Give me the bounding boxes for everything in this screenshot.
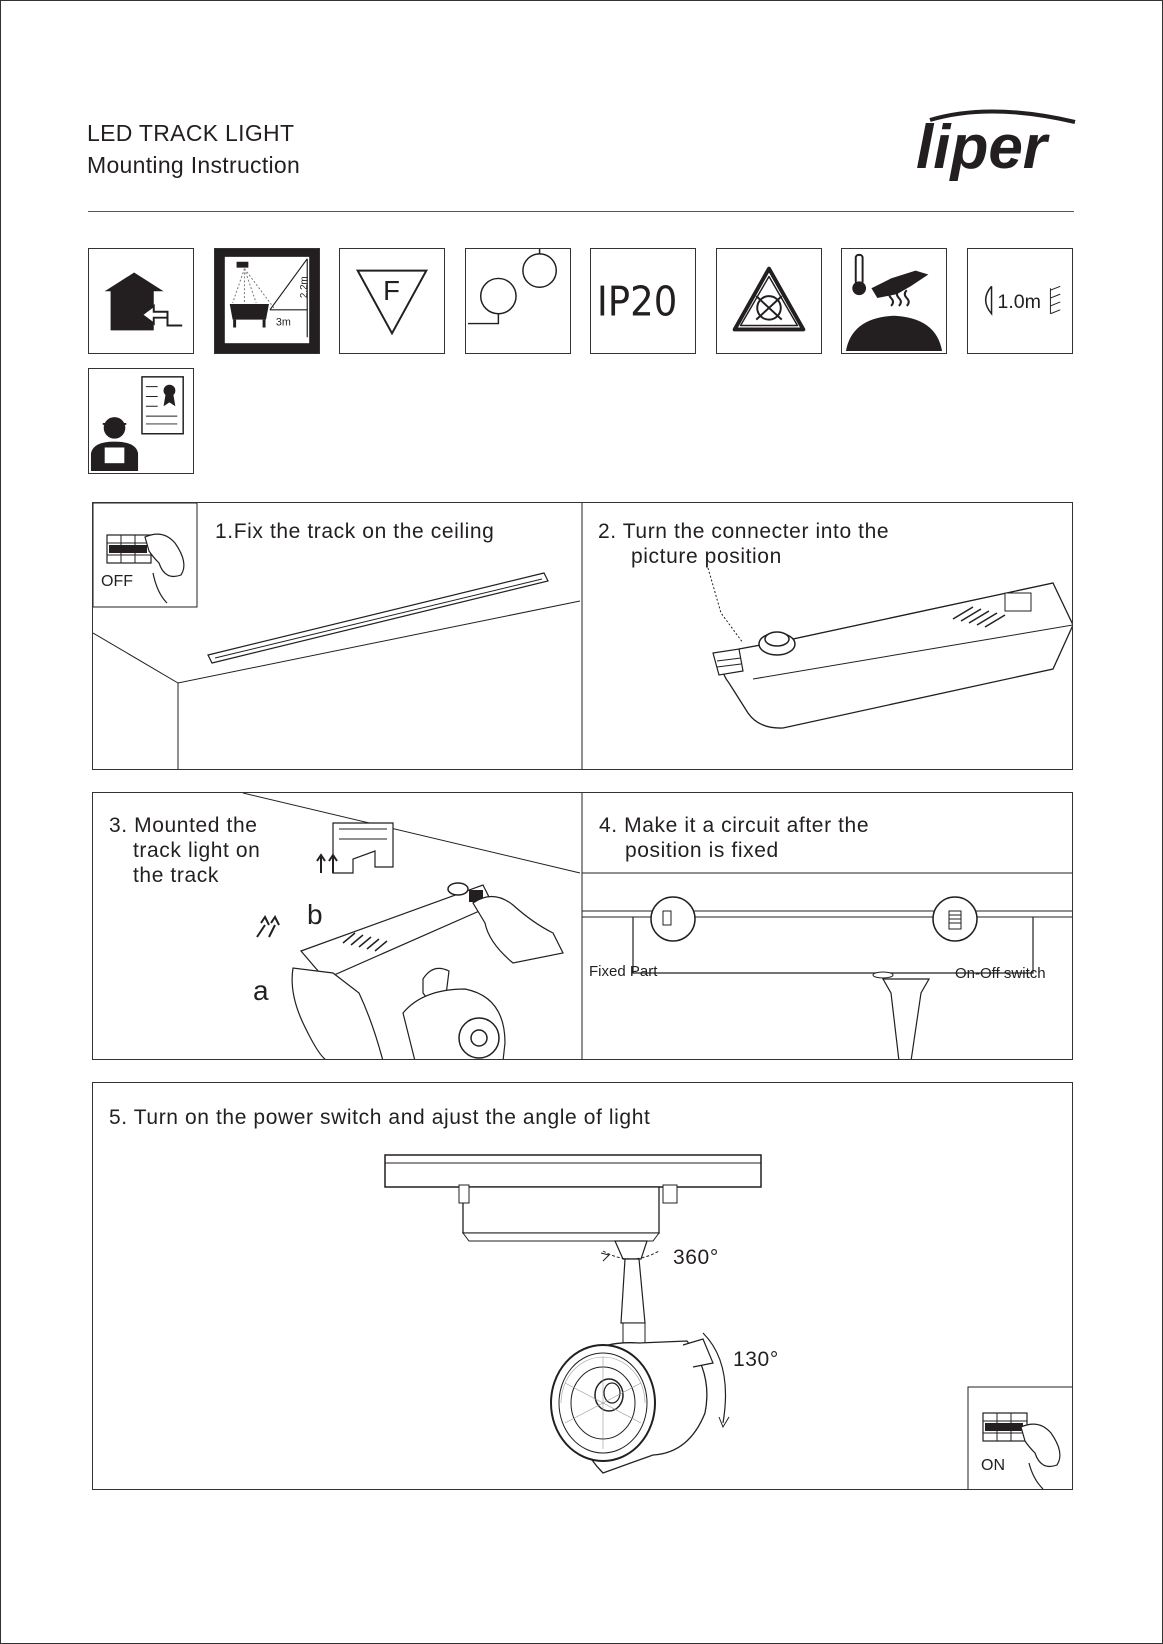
step1-label: 1.Fix the track on the ceiling — [215, 520, 495, 543]
rotate-angle-label: 360° — [673, 1246, 719, 1269]
fixed-part-label: Fixed Part — [589, 963, 658, 980]
tilt-angle-label: 130° — [733, 1348, 779, 1371]
step5-switch-state: ON — [981, 1457, 1005, 1474]
steps-1-2-panel — [92, 502, 1073, 770]
step2-line2: picture position — [631, 545, 782, 568]
page-subtitle: Mounting Instruction — [87, 152, 301, 178]
step5-label: 5. Turn on the power switch and ajust the angle of light — [109, 1106, 651, 1129]
bath-height-label: 2.2m — [299, 276, 311, 299]
arrow-a-label: a — [253, 975, 269, 1006]
f-mark-icon — [339, 248, 445, 354]
min-distance-icon — [967, 248, 1073, 354]
step3-line2: track light on — [133, 839, 261, 862]
bath-distance-label: 3m — [275, 316, 291, 329]
header-divider — [88, 211, 1074, 212]
ip20-icon — [590, 248, 696, 354]
page-title: LED TRACK LIGHT — [87, 120, 295, 146]
step1-switch-state: OFF — [101, 573, 133, 590]
qualified-electrician-icon — [88, 368, 194, 474]
indoor-use-icon — [88, 248, 194, 354]
f-mark-text: F — [383, 275, 400, 307]
ip-rating-text: IP20 — [596, 277, 678, 326]
liper-logo — [910, 102, 1080, 182]
no-covering-icon — [716, 248, 822, 354]
step5-illustration — [93, 1083, 1073, 1490]
hot-surface-icon — [841, 248, 947, 354]
step-5-panel — [92, 1082, 1073, 1490]
arrow-b-label: b — [307, 899, 323, 930]
step3-line1: 3. Mounted the — [109, 814, 258, 837]
class-ii-icon — [465, 248, 571, 354]
step4-line1: 4. Make it a circuit after the — [599, 814, 870, 837]
min-distance-text: 1.0m — [997, 290, 1042, 313]
steps-3-4-panel — [92, 792, 1073, 1060]
step4-line2: position is fixed — [625, 839, 779, 862]
on-off-switch-label: On-Off switch — [955, 965, 1046, 982]
step2-line1: 2. Turn the connecter into the — [598, 520, 890, 543]
brand-text: liper — [916, 113, 1047, 182]
step3-line3: the track — [133, 864, 219, 887]
bathroom-zone-icon — [214, 248, 320, 354]
